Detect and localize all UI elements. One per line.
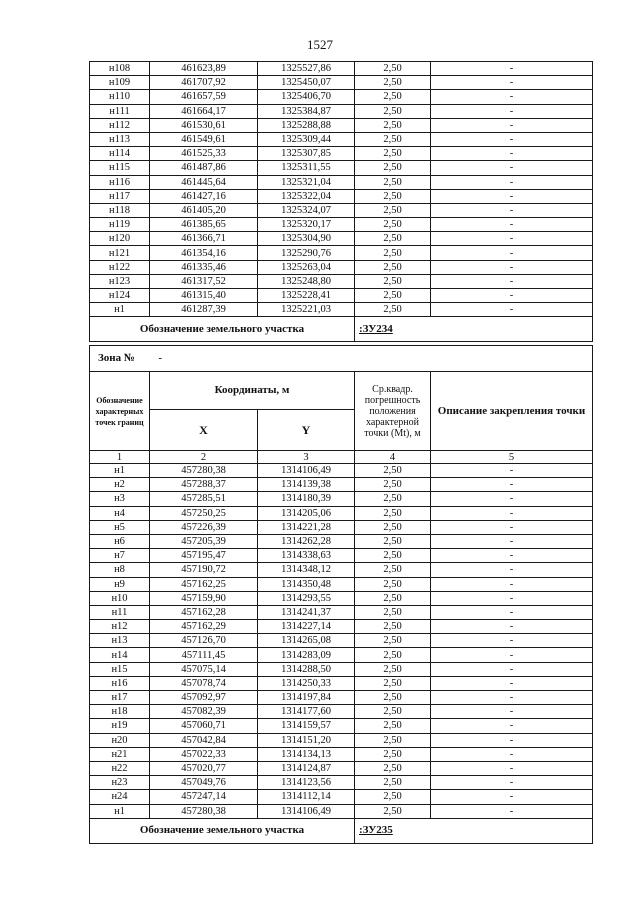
table-row	[90, 520, 593, 534]
fixing-cell: -	[431, 719, 593, 733]
point-id-cell: н114	[90, 147, 150, 161]
fixing-cell: -	[431, 161, 593, 175]
y-coordinate-cell: 1314227,14	[258, 620, 355, 634]
y-coordinate-cell: 1325321,04	[258, 175, 355, 189]
header-y: Y	[258, 410, 355, 451]
header-coordinates: Координаты, м	[150, 372, 355, 410]
table-row	[90, 189, 593, 203]
x-coordinate-cell: 457082,39	[150, 705, 258, 719]
x-coordinate-cell: 457111,45	[150, 648, 258, 662]
point-id-cell: н14	[90, 648, 150, 662]
table-row	[90, 303, 593, 317]
point-id-cell: н4	[90, 506, 150, 520]
x-coordinate-cell: 461707,92	[150, 76, 258, 90]
fixing-cell: -	[431, 132, 593, 146]
x-coordinate-cell: 457280,38	[150, 804, 258, 818]
fixing-cell: -	[431, 563, 593, 577]
y-coordinate-cell: 1325307,85	[258, 147, 355, 161]
fixing-cell: -	[431, 676, 593, 690]
accuracy-cell: 2,50	[355, 132, 431, 146]
x-coordinate-cell: 457078,74	[150, 676, 258, 690]
column-number: 2	[150, 451, 258, 464]
accuracy-cell: 2,50	[355, 634, 431, 648]
table-row	[90, 232, 593, 246]
point-id-cell: н24	[90, 790, 150, 804]
table-row	[90, 591, 593, 605]
y-coordinate-cell: 1314350,48	[258, 577, 355, 591]
fixing-cell: -	[431, 605, 593, 619]
x-coordinate-cell: 457247,14	[150, 790, 258, 804]
x-coordinate-cell: 457288,37	[150, 478, 258, 492]
fixing-cell: -	[431, 577, 593, 591]
accuracy-cell: 2,50	[355, 76, 431, 90]
point-id-cell: н16	[90, 676, 150, 690]
table-row	[90, 118, 593, 132]
table-row	[90, 776, 593, 790]
plot-label-row	[90, 317, 593, 342]
accuracy-cell: 2,50	[355, 620, 431, 634]
accuracy-cell: 2,50	[355, 733, 431, 747]
zone-row	[90, 346, 593, 372]
point-id-cell: н11	[90, 605, 150, 619]
accuracy-cell: 2,50	[355, 676, 431, 690]
point-id-cell: н110	[90, 90, 150, 104]
y-coordinate-cell: 1325290,76	[258, 246, 355, 260]
coordinates-table-zone	[89, 345, 593, 844]
point-id-cell: н121	[90, 246, 150, 260]
accuracy-cell: 2,50	[355, 161, 431, 175]
table-row	[90, 76, 593, 90]
point-id-cell: н5	[90, 520, 150, 534]
point-id-cell: н12	[90, 620, 150, 634]
accuracy-cell: 2,50	[355, 478, 431, 492]
accuracy-cell: 2,50	[355, 274, 431, 288]
fixing-cell: -	[431, 492, 593, 506]
fixing-cell: -	[431, 591, 593, 605]
accuracy-cell: 2,50	[355, 147, 431, 161]
page-number: 1527	[307, 37, 333, 52]
fixing-cell: -	[431, 705, 593, 719]
point-id-cell: н124	[90, 289, 150, 303]
fixing-cell: -	[431, 648, 593, 662]
x-coordinate-cell: 461525,33	[150, 147, 258, 161]
x-coordinate-cell: 457060,71	[150, 719, 258, 733]
fixing-cell: -	[431, 761, 593, 775]
table-row	[90, 246, 593, 260]
accuracy-cell: 2,50	[355, 492, 431, 506]
point-id-cell: н19	[90, 719, 150, 733]
point-id-cell: н18	[90, 705, 150, 719]
y-coordinate-cell: 1314139,38	[258, 478, 355, 492]
point-id-cell: н108	[90, 62, 150, 76]
fixing-cell: -	[431, 260, 593, 274]
accuracy-cell: 2,50	[355, 189, 431, 203]
point-id-cell: н23	[90, 776, 150, 790]
x-coordinate-cell: 461427,16	[150, 189, 258, 203]
x-coordinate-cell: 457195,47	[150, 549, 258, 563]
fixing-cell: -	[431, 464, 593, 478]
accuracy-cell: 2,50	[355, 260, 431, 274]
x-coordinate-cell: 457250,25	[150, 506, 258, 520]
table-row	[90, 104, 593, 118]
table-row	[90, 147, 593, 161]
x-coordinate-cell: 457092,97	[150, 691, 258, 705]
x-coordinate-cell: 461317,52	[150, 274, 258, 288]
y-coordinate-cell: 1314221,28	[258, 520, 355, 534]
x-coordinate-cell: 457190,72	[150, 563, 258, 577]
accuracy-cell: 2,50	[355, 591, 431, 605]
fixing-cell: -	[431, 62, 593, 76]
accuracy-cell: 2,50	[355, 104, 431, 118]
y-coordinate-cell: 1314159,57	[258, 719, 355, 733]
fixing-cell: -	[431, 790, 593, 804]
accuracy-cell: 2,50	[355, 761, 431, 775]
point-id-cell: н2	[90, 478, 150, 492]
y-coordinate-cell: 1314338,63	[258, 549, 355, 563]
header-x: X	[150, 410, 258, 451]
point-id-cell: н15	[90, 662, 150, 676]
y-coordinate-cell: 1314124,87	[258, 761, 355, 775]
fixing-cell: -	[431, 733, 593, 747]
accuracy-cell: 2,50	[355, 719, 431, 733]
y-coordinate-cell: 1325324,07	[258, 203, 355, 217]
y-coordinate-cell: 1314348,12	[258, 563, 355, 577]
accuracy-cell: 2,50	[355, 203, 431, 217]
y-coordinate-cell: 1314241,37	[258, 605, 355, 619]
x-coordinate-cell: 457226,39	[150, 520, 258, 534]
accuracy-cell: 2,50	[355, 549, 431, 563]
y-coordinate-cell: 1314106,49	[258, 464, 355, 478]
fixing-cell: -	[431, 634, 593, 648]
point-id-cell: н1	[90, 804, 150, 818]
fixing-cell: -	[431, 175, 593, 189]
x-coordinate-cell: 461657,59	[150, 90, 258, 104]
accuracy-cell: 2,50	[355, 705, 431, 719]
table-row	[90, 747, 593, 761]
y-coordinate-cell: 1325309,44	[258, 132, 355, 146]
accuracy-cell: 2,50	[355, 90, 431, 104]
y-coordinate-cell: 1325304,90	[258, 232, 355, 246]
accuracy-cell: 2,50	[355, 662, 431, 676]
y-coordinate-cell: 1314288,50	[258, 662, 355, 676]
x-coordinate-cell: 461315,40	[150, 289, 258, 303]
accuracy-cell: 2,50	[355, 218, 431, 232]
table-row	[90, 662, 593, 676]
table-row	[90, 620, 593, 634]
accuracy-cell: 2,50	[355, 464, 431, 478]
point-id-cell: н17	[90, 691, 150, 705]
point-id-cell: н1	[90, 464, 150, 478]
y-coordinate-cell: 1314265,08	[258, 634, 355, 648]
point-id-cell: н116	[90, 175, 150, 189]
table-row	[90, 634, 593, 648]
bottom-table-body	[90, 464, 593, 819]
plot-id: :ЗУ235	[355, 818, 593, 843]
accuracy-cell: 2,50	[355, 577, 431, 591]
plot-id: :ЗУ234	[355, 317, 593, 342]
x-coordinate-cell: 457162,29	[150, 620, 258, 634]
x-coordinate-cell: 461623,89	[150, 62, 258, 76]
accuracy-cell: 2,50	[355, 776, 431, 790]
x-coordinate-cell: 457280,38	[150, 464, 258, 478]
fixing-cell: -	[431, 303, 593, 317]
table-row	[90, 733, 593, 747]
fixing-cell: -	[431, 246, 593, 260]
accuracy-cell: 2,50	[355, 648, 431, 662]
point-id-cell: н8	[90, 563, 150, 577]
x-coordinate-cell: 457126,70	[150, 634, 258, 648]
y-coordinate-cell: 1314112,14	[258, 790, 355, 804]
point-id-cell: н115	[90, 161, 150, 175]
accuracy-cell: 2,50	[355, 534, 431, 548]
fixing-cell: -	[431, 776, 593, 790]
x-coordinate-cell: 461354,16	[150, 246, 258, 260]
fixing-cell: -	[431, 232, 593, 246]
fixing-cell: -	[431, 506, 593, 520]
y-coordinate-cell: 1314250,33	[258, 676, 355, 690]
x-coordinate-cell: 461549,61	[150, 132, 258, 146]
fixing-cell: -	[431, 76, 593, 90]
fixing-cell: -	[431, 289, 593, 303]
table-row	[90, 260, 593, 274]
y-coordinate-cell: 1325221,03	[258, 303, 355, 317]
x-coordinate-cell: 457042,84	[150, 733, 258, 747]
x-coordinate-cell: 461487,86	[150, 161, 258, 175]
point-id-cell: н9	[90, 577, 150, 591]
table-row	[90, 478, 593, 492]
point-id-cell: н118	[90, 203, 150, 217]
point-id-cell: н7	[90, 549, 150, 563]
header-fixing: Описание закрепления точки	[431, 372, 593, 451]
accuracy-cell: 2,50	[355, 747, 431, 761]
fixing-cell: -	[431, 804, 593, 818]
fixing-cell: -	[431, 662, 593, 676]
point-id-cell: н122	[90, 260, 150, 274]
x-coordinate-cell: 457205,39	[150, 534, 258, 548]
y-coordinate-cell: 1314293,55	[258, 591, 355, 605]
table-row	[90, 203, 593, 217]
y-coordinate-cell: 1325311,55	[258, 161, 355, 175]
y-coordinate-cell: 1314205,06	[258, 506, 355, 520]
x-coordinate-cell: 457022,33	[150, 747, 258, 761]
accuracy-cell: 2,50	[355, 246, 431, 260]
fixing-cell: -	[431, 520, 593, 534]
header-row-1	[90, 372, 593, 410]
y-coordinate-cell: 1325322,04	[258, 189, 355, 203]
fixing-cell: -	[431, 218, 593, 232]
y-coordinate-cell: 1314197,84	[258, 691, 355, 705]
accuracy-cell: 2,50	[355, 605, 431, 619]
fixing-cell: -	[431, 620, 593, 634]
table-row	[90, 691, 593, 705]
point-id-cell: н119	[90, 218, 150, 232]
point-id-cell: н21	[90, 747, 150, 761]
table-row	[90, 161, 593, 175]
x-coordinate-cell: 461530,61	[150, 118, 258, 132]
y-coordinate-cell: 1325248,80	[258, 274, 355, 288]
table-row	[90, 62, 593, 76]
point-id-cell: н3	[90, 492, 150, 506]
zone-label: Зона №	[90, 346, 150, 372]
point-id-cell: н111	[90, 104, 150, 118]
accuracy-cell: 2,50	[355, 804, 431, 818]
y-coordinate-cell: 1325406,70	[258, 90, 355, 104]
table-row	[90, 705, 593, 719]
x-coordinate-cell: 461385,65	[150, 218, 258, 232]
x-coordinate-cell: 457285,51	[150, 492, 258, 506]
fixing-cell: -	[431, 549, 593, 563]
table-row	[90, 289, 593, 303]
point-id-cell: н109	[90, 76, 150, 90]
fixing-cell: -	[431, 691, 593, 705]
accuracy-cell: 2,50	[355, 175, 431, 189]
table-row	[90, 563, 593, 577]
accuracy-cell: 2,50	[355, 506, 431, 520]
point-id-cell: н117	[90, 189, 150, 203]
table-row	[90, 464, 593, 478]
point-id-cell: н13	[90, 634, 150, 648]
table-row	[90, 605, 593, 619]
accuracy-cell: 2,50	[355, 118, 431, 132]
x-coordinate-cell: 457162,28	[150, 605, 258, 619]
accuracy-cell: 2,50	[355, 303, 431, 317]
y-coordinate-cell: 1325527,86	[258, 62, 355, 76]
table-row	[90, 132, 593, 146]
accuracy-cell: 2,50	[355, 289, 431, 303]
table-row	[90, 790, 593, 804]
fixing-cell: -	[431, 534, 593, 548]
table-row	[90, 719, 593, 733]
table-row	[90, 218, 593, 232]
x-coordinate-cell: 457159,90	[150, 591, 258, 605]
column-number: 4	[355, 451, 431, 464]
y-coordinate-cell: 1314106,49	[258, 804, 355, 818]
accuracy-cell: 2,50	[355, 563, 431, 577]
x-coordinate-cell: 457020,77	[150, 761, 258, 775]
table-row	[90, 577, 593, 591]
x-coordinate-cell: 461664,17	[150, 104, 258, 118]
table-row	[90, 90, 593, 104]
point-id-cell: н113	[90, 132, 150, 146]
accuracy-cell: 2,50	[355, 520, 431, 534]
fixing-cell: -	[431, 104, 593, 118]
table-row	[90, 506, 593, 520]
table-row	[90, 534, 593, 548]
point-id-cell: н112	[90, 118, 150, 132]
fixing-cell: -	[431, 189, 593, 203]
header-point-designation: Обозначение характерных точек границ	[90, 372, 150, 451]
fixing-cell: -	[431, 203, 593, 217]
y-coordinate-cell: 1325320,17	[258, 218, 355, 232]
table-row	[90, 492, 593, 506]
table-row	[90, 274, 593, 288]
x-coordinate-cell: 461445,64	[150, 175, 258, 189]
y-coordinate-cell: 1314134,13	[258, 747, 355, 761]
x-coordinate-cell: 461405,20	[150, 203, 258, 217]
accuracy-cell: 2,50	[355, 232, 431, 246]
y-coordinate-cell: 1314283,09	[258, 648, 355, 662]
column-number-row	[90, 451, 593, 464]
point-id-cell: н20	[90, 733, 150, 747]
table-row	[90, 549, 593, 563]
x-coordinate-cell: 457075,14	[150, 662, 258, 676]
coordinates-table-continued	[89, 61, 593, 342]
column-number: 5	[431, 451, 593, 464]
header-accuracy: Ср.квадр. погрешность положения характерной точки (Mt), м	[355, 372, 431, 451]
table-row	[90, 676, 593, 690]
point-id-cell: н6	[90, 534, 150, 548]
y-coordinate-cell: 1314123,56	[258, 776, 355, 790]
y-coordinate-cell: 1325384,87	[258, 104, 355, 118]
top-table-body	[90, 62, 593, 317]
accuracy-cell: 2,50	[355, 790, 431, 804]
y-coordinate-cell: 1314177,60	[258, 705, 355, 719]
column-number: 1	[90, 451, 150, 464]
column-number: 3	[258, 451, 355, 464]
x-coordinate-cell: 457162,25	[150, 577, 258, 591]
point-id-cell: н22	[90, 761, 150, 775]
point-id-cell: н10	[90, 591, 150, 605]
fixing-cell: -	[431, 478, 593, 492]
point-id-cell: н123	[90, 274, 150, 288]
x-coordinate-cell: 461366,71	[150, 232, 258, 246]
fixing-cell: -	[431, 747, 593, 761]
table-row	[90, 648, 593, 662]
fixing-cell: -	[431, 147, 593, 161]
zone-value: -	[150, 346, 593, 372]
plot-label: Обозначение земельного участка	[90, 317, 355, 342]
table-row	[90, 175, 593, 189]
point-id-cell: н120	[90, 232, 150, 246]
y-coordinate-cell: 1314180,39	[258, 492, 355, 506]
fixing-cell: -	[431, 90, 593, 104]
x-coordinate-cell: 461335,46	[150, 260, 258, 274]
table-row	[90, 804, 593, 818]
y-coordinate-cell: 1314151,20	[258, 733, 355, 747]
fixing-cell: -	[431, 274, 593, 288]
x-coordinate-cell: 461287,39	[150, 303, 258, 317]
accuracy-cell: 2,50	[355, 62, 431, 76]
y-coordinate-cell: 1325228,41	[258, 289, 355, 303]
fixing-cell: -	[431, 118, 593, 132]
plot-label: Обозначение земельного участка	[90, 818, 355, 843]
x-coordinate-cell: 457049,76	[150, 776, 258, 790]
accuracy-cell: 2,50	[355, 691, 431, 705]
plot-label-row	[90, 818, 593, 843]
y-coordinate-cell: 1325263,04	[258, 260, 355, 274]
y-coordinate-cell: 1325288,88	[258, 118, 355, 132]
point-id-cell: н1	[90, 303, 150, 317]
y-coordinate-cell: 1314262,28	[258, 534, 355, 548]
y-coordinate-cell: 1325450,07	[258, 76, 355, 90]
table-row	[90, 761, 593, 775]
